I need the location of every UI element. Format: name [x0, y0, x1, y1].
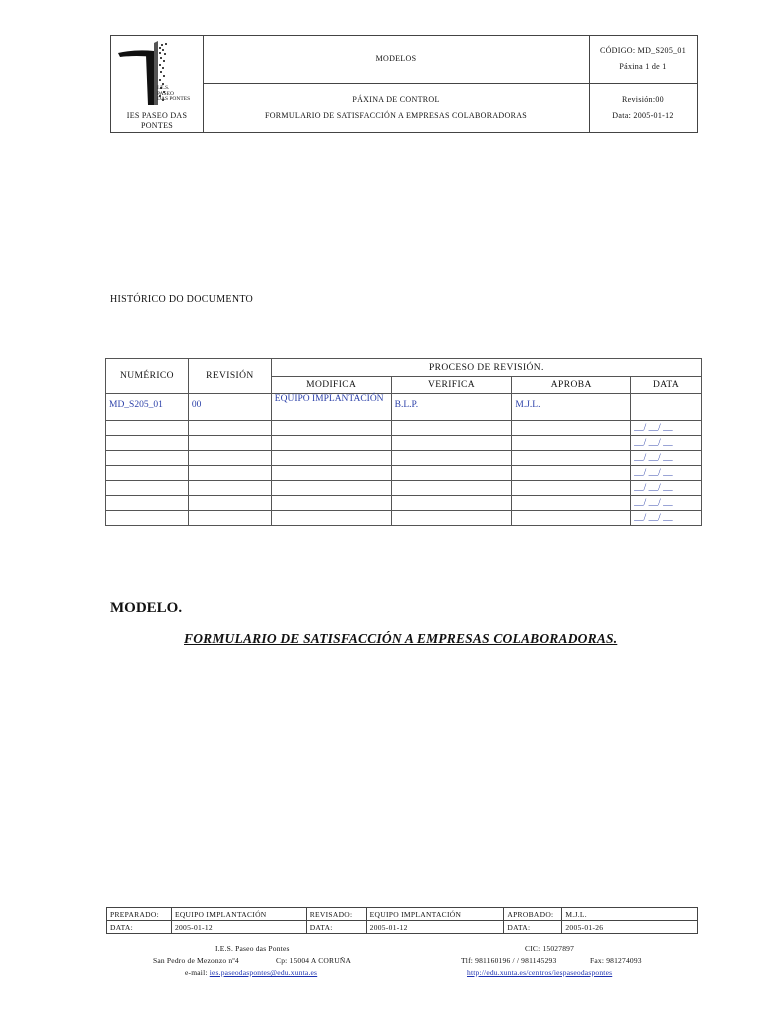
table-row [106, 481, 702, 496]
row-date [631, 394, 702, 421]
header-verifies: VERIFICA [391, 377, 512, 394]
footer-address: San Pedro de Mezonzo nº4 [153, 956, 239, 965]
empty-date: __/ __/ __ [631, 511, 702, 526]
website-link[interactable]: http://edu.xunta.es/centros/iespaseodaspontes [467, 968, 613, 977]
table-row [106, 511, 702, 526]
empty-date: __/ __/ __ [631, 496, 702, 511]
document-code: CÓDIGO: MD_S205_01 [599, 46, 687, 55]
approved-date: 2005-01-26 [562, 921, 698, 934]
empty-date: __/ __/ __ [631, 481, 702, 496]
logo-text: I.E.S. PASEO DAS PONTES [157, 85, 191, 102]
row-verifies: B.L.P. [391, 394, 512, 421]
table-row [106, 394, 702, 421]
table-row [106, 436, 702, 451]
signoff-table [106, 907, 698, 934]
form-name-label: FORMULARIO DE SATISFACCIÓN A EMPRESAS COLABORADORAS [264, 111, 528, 120]
header-modifies: MODIFICA [271, 377, 391, 394]
table-row [106, 496, 702, 511]
school-name: IES PASEO DAS PONTES [126, 111, 188, 130]
revision-table [105, 358, 702, 526]
date-label: DATA: [306, 921, 366, 934]
row-numeric: MD_S205_01 [106, 394, 189, 421]
reviewed-value: EQUIPO IMPLANTACIÓN [366, 908, 504, 921]
logo-cell [111, 36, 204, 132]
header-process: PROCESO DE REVISIÓN. [271, 359, 701, 377]
form-title: FORMULARIO DE SATISFACCIÓN A EMPRESAS COLABORADORAS. [184, 631, 618, 646]
row-modifies: EQUIPO IMPLANTACIÓN [271, 394, 391, 421]
prepared-label: PREPARADO: [107, 908, 172, 921]
category-label: MODELOS [375, 54, 417, 63]
approved-label: APROBADO: [504, 908, 562, 921]
footer-fax: Fax: 981274093 [590, 956, 642, 965]
reviewed-label: REVISADO: [306, 908, 366, 921]
empty-date: __/ __/ __ [631, 451, 702, 466]
email-link[interactable]: ies.paseodaspontes@edu.xunta.es [209, 968, 318, 977]
footer-email-line [185, 968, 317, 977]
category-cell [203, 36, 590, 84]
code-cell [589, 36, 697, 84]
footer-cic: CIC: 15027897 [525, 944, 575, 953]
page-count: Páxina 1 de 1 [619, 62, 667, 71]
revision-cell [589, 83, 697, 132]
revision-date: Data: 2005-01-12 [612, 111, 674, 120]
control-page-label: PÁXINA DE CONTROL [352, 95, 440, 104]
revision-number: Revisión:00 [622, 95, 664, 104]
empty-date: __/ __/ __ [631, 436, 702, 451]
header-date: DATA [631, 377, 702, 394]
history-label: HISTÓRICO DO DOCUMENTO [110, 294, 254, 305]
footer-school: I.E.S. Paseo das Pontes [215, 944, 290, 953]
date-label: DATA: [504, 921, 562, 934]
modelo-heading: MODELO. [110, 600, 183, 616]
header-revision: REVISIÓN [188, 359, 271, 394]
empty-date: __/ __/ __ [631, 421, 702, 436]
document-header [110, 35, 698, 133]
table-row [106, 466, 702, 481]
date-label: DATA: [107, 921, 172, 934]
table-row [106, 451, 702, 466]
email-label: e-mail: [185, 968, 208, 977]
header-numeric: NUMÉRICO [106, 359, 189, 394]
table-row [106, 421, 702, 436]
header-approves: APROBA [512, 377, 631, 394]
approved-value: M.J.L. [562, 908, 698, 921]
row-revision: 00 [188, 394, 271, 421]
row-approves: M.J.L. [512, 394, 631, 421]
prepared-value: EQUIPO IMPLANTACIÓN [171, 908, 306, 921]
reviewed-date: 2005-01-12 [366, 921, 504, 934]
prepared-date: 2005-01-12 [171, 921, 306, 934]
footer-postal: Cp: 15004 A CORUÑA [276, 956, 352, 965]
footer-phone: Tlf: 981160196 / / 981145293 [461, 956, 557, 965]
title-cell [203, 83, 590, 132]
empty-date: __/ __/ __ [631, 466, 702, 481]
